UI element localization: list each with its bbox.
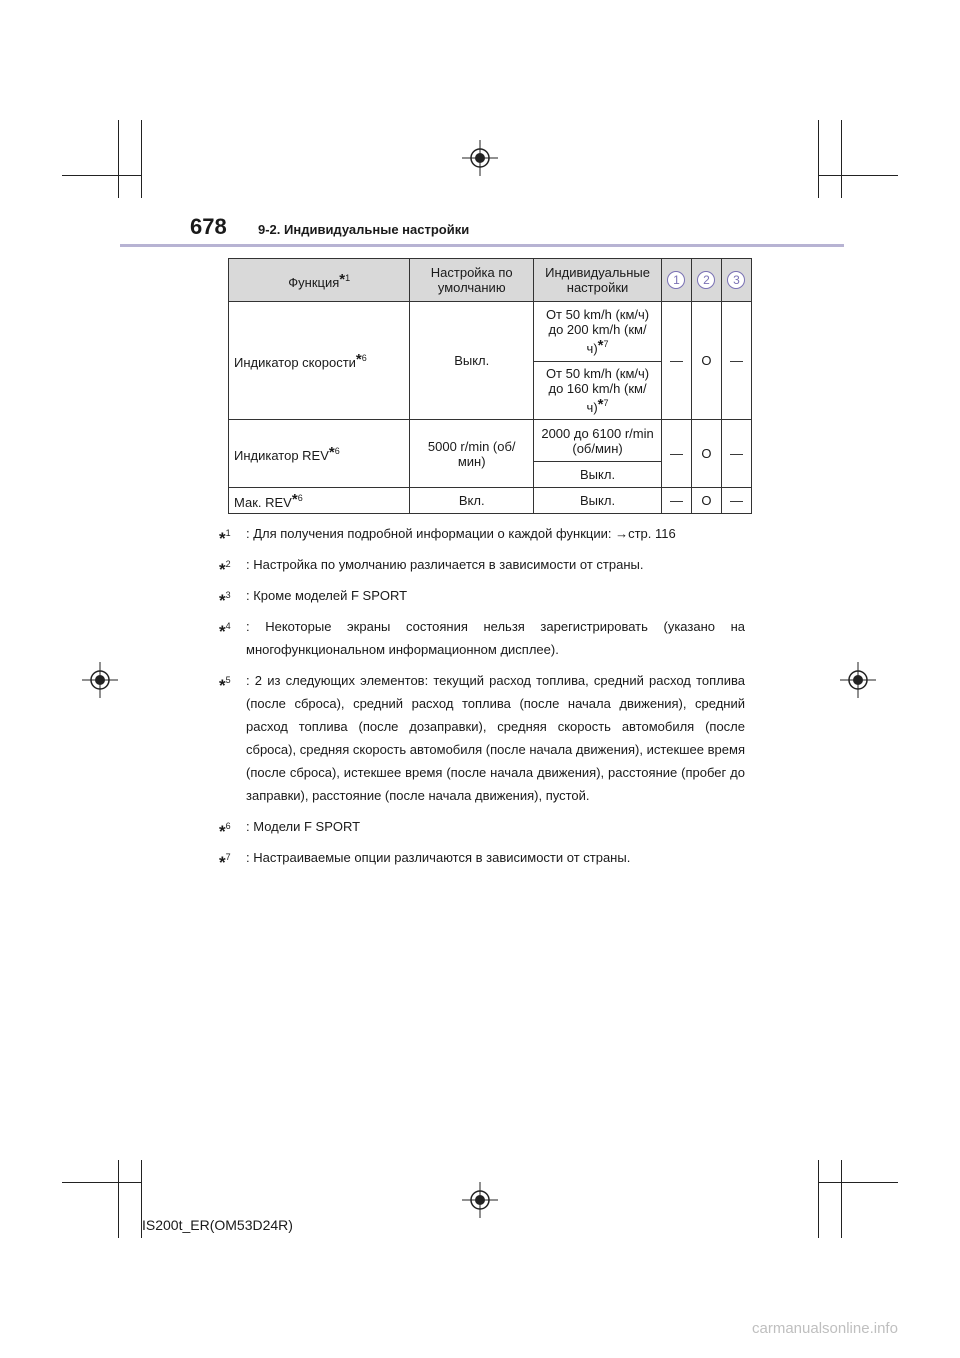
cell-option: От 50 km/h (км/ч) до 200 km/h $(км/ч)^{*7}$ bbox=[534, 302, 662, 362]
registration-mark-icon bbox=[82, 662, 118, 698]
registration-mark-icon bbox=[840, 662, 876, 698]
table-row bbox=[229, 302, 752, 362]
footnote-item: *$^5$ : 2 из следующих элементов: текущий расход топлива, средний расход топлива (после сброса), средний расход топлива (после начала движения), средний расход топлива (после дозаправки), средняя скорость автомобиля (после сброса), средняя скорость автомобиля (после начала движения), истекшее время (после сброса), истекшее время (после начала движения), расстояние (пробег до заправки), расстояние (после начала движения), пустой. bbox=[219, 673, 745, 803]
crop-mark bbox=[818, 1182, 898, 1183]
cell-default: Выкл. bbox=[410, 302, 534, 420]
header-circle-3 bbox=[721, 259, 751, 302]
registration-mark-icon bbox=[462, 140, 498, 176]
crop-mark bbox=[62, 1182, 142, 1183]
cell-mark-3: — bbox=[721, 420, 751, 488]
circle-two-icon: 2 bbox=[697, 271, 715, 289]
cell-default: Вкл. bbox=[410, 488, 534, 514]
section-title: 9-2. Индивидуальные настройки bbox=[258, 222, 470, 237]
cell-option: Выкл. bbox=[534, 488, 662, 514]
crop-mark bbox=[118, 1160, 119, 1238]
header-function: Функция$^{*1}$ bbox=[229, 259, 410, 302]
registration-mark-icon bbox=[462, 1182, 498, 1218]
page-number: 678 bbox=[190, 214, 227, 239]
crop-mark bbox=[818, 120, 819, 198]
footnote-item: *$^7$ : Настраиваемые опции различаются в зависимости от страны. bbox=[219, 850, 631, 872]
crop-mark bbox=[841, 120, 842, 198]
footnote-item: *$^6$ : Модели F SPORT bbox=[219, 819, 361, 841]
header-default: Настройка по умолчанию bbox=[410, 259, 534, 302]
crop-mark bbox=[141, 120, 142, 198]
cell-mark-2: O bbox=[691, 420, 721, 488]
crop-mark bbox=[841, 1160, 842, 1238]
cell-function: Мак. REV$^{*6}$ bbox=[229, 488, 410, 514]
cell-mark-3: — bbox=[721, 302, 751, 420]
header-custom: Индивидуальные настройки bbox=[534, 259, 662, 302]
cell-mark-3: — bbox=[721, 488, 751, 514]
header-circle-2 bbox=[691, 259, 721, 302]
settings-table bbox=[228, 258, 752, 514]
cell-function: Индикатор REV$^{*6}$ bbox=[229, 420, 410, 488]
cell-mark-2: O bbox=[691, 488, 721, 514]
cell-option: От 50 km/h (км/ч) до 160 km/h $(км/ч)^{*7}$ bbox=[534, 362, 662, 420]
cell-option: Выкл. bbox=[534, 462, 662, 488]
table-row bbox=[229, 488, 752, 514]
circle-one-icon: 1 bbox=[667, 271, 685, 289]
cell-mark-1: — bbox=[662, 302, 692, 420]
footnotes bbox=[219, 522, 745, 877]
footnote-item: *$^3$ : Кроме моделей F SPORT bbox=[219, 588, 408, 610]
header-circle-1 bbox=[662, 259, 692, 302]
cell-mark-1: — bbox=[662, 488, 692, 514]
cell-option: 2000 до 6100 r/min (об/мин) bbox=[534, 420, 662, 462]
footnote-item: *$^1$ : Для получения подробной информации о каждой функции: →стр. 116 bbox=[219, 526, 676, 548]
watermark: carmanualsonline.info bbox=[752, 1320, 898, 1337]
footnote-item: *$^4$ : Некоторые экраны состояния нельзя зарегистрировать (указано на многофункциональном информационном дисплее). bbox=[219, 619, 745, 657]
header-divider bbox=[120, 244, 844, 247]
crop-mark bbox=[818, 175, 898, 176]
circle-three-icon: 3 bbox=[727, 271, 745, 289]
cell-mark-2: O bbox=[691, 302, 721, 420]
crop-mark bbox=[818, 1160, 819, 1238]
document-code: IS200t_ER(OM53D24R) bbox=[142, 1217, 293, 1233]
cell-mark-1: — bbox=[662, 420, 692, 488]
table-header-row bbox=[229, 259, 752, 302]
cell-default: 5000 r/min (об/мин) bbox=[410, 420, 534, 488]
crop-mark bbox=[62, 175, 142, 176]
crop-mark bbox=[118, 120, 119, 198]
table-row bbox=[229, 420, 752, 462]
footnote-item: *$^2$ : Настройка по умолчанию различается в зависимости от страны. bbox=[219, 557, 644, 579]
cell-function: Индикатор скорости$^{*6}$ bbox=[229, 302, 410, 420]
